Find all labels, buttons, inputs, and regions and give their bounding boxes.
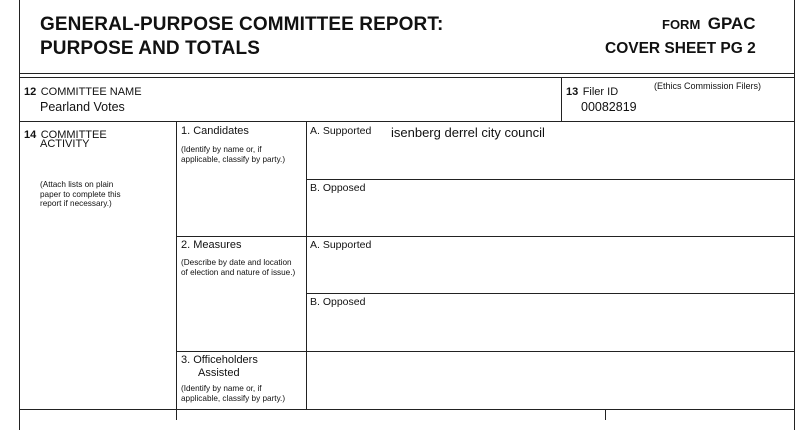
next-row-divider-2 xyxy=(605,409,606,420)
measures-note-line: (Describe by date and location xyxy=(181,258,292,267)
bottom-divider xyxy=(19,409,794,410)
form-code: GPAC xyxy=(707,14,756,33)
field-number-13: 13 xyxy=(566,86,579,98)
activity-caption-line2: ACTIVITY xyxy=(40,138,90,150)
filer-divider xyxy=(561,77,562,121)
officeholders-note-line: applicable, classify by party.) xyxy=(181,393,286,403)
header-divider xyxy=(19,73,794,74)
attach-note-line: paper to complete this xyxy=(40,189,121,199)
candidates-supported-value[interactable]: isenberg derrel city council xyxy=(391,125,545,140)
candidates-opposed-label: B. Opposed xyxy=(310,182,366,194)
form-frame xyxy=(19,0,795,430)
filer-id-label xyxy=(566,82,618,100)
candidates-measures-divider xyxy=(176,236,794,237)
form-title-line2: PURPOSE AND TOTALS xyxy=(40,38,260,59)
committee-name-label xyxy=(24,82,142,100)
candidates-label: 1. Candidates xyxy=(181,125,249,137)
form-code-label xyxy=(662,14,756,34)
measures-officeholders-divider xyxy=(176,351,794,352)
candidates-ab-divider xyxy=(306,179,794,180)
filer-id-note: (Ethics Commission Filers) xyxy=(654,81,762,91)
measures-label: 2. Measures xyxy=(181,239,242,251)
field-number-12: 12 xyxy=(24,86,37,98)
header-divider-secondary xyxy=(19,77,794,78)
cover-sheet-label: COVER SHEET PG 2 xyxy=(605,40,756,57)
attach-note-line: (Attach lists on plain xyxy=(40,180,114,189)
measures-supported-label: A. Supported xyxy=(310,239,372,251)
candidates-note xyxy=(181,145,285,164)
attach-note xyxy=(40,180,121,209)
form-word: FORM xyxy=(662,17,701,32)
candidates-note-line: applicable, classify by party.) xyxy=(181,154,286,164)
form-title-line1: GENERAL-PURPOSE COMMITTEE REPORT: xyxy=(40,14,444,35)
attach-note-line: report if necessary.) xyxy=(40,199,112,209)
officeholders-label-line2: Assisted xyxy=(198,367,240,379)
measures-note-line: of election and nature of issue.) xyxy=(181,267,296,277)
filer-id-caption: Filer ID xyxy=(582,86,619,98)
committee-name-caption: COMMITTEE NAME xyxy=(40,86,142,98)
activity-col-divider-1 xyxy=(176,121,177,409)
next-row-divider-1 xyxy=(176,409,177,420)
officeholders-note xyxy=(181,384,285,403)
officeholders-note-line: (Identify by name or, if xyxy=(181,384,262,393)
candidates-note-line: (Identify by name or, if xyxy=(181,145,262,154)
measures-ab-divider xyxy=(306,293,794,294)
committee-name-value[interactable]: Pearland Votes xyxy=(40,100,125,114)
officeholders-label-line1: 3. Officeholders xyxy=(181,354,258,366)
row-divider-12-14 xyxy=(19,121,794,122)
activity-caption-line1: COMMITTEE xyxy=(40,129,107,141)
filer-id-value[interactable]: 00082819 xyxy=(581,100,637,114)
measures-note xyxy=(181,258,295,277)
candidates-supported-label: A. Supported xyxy=(310,125,372,137)
measures-opposed-label: B. Opposed xyxy=(310,296,366,308)
officeholders-col-divider xyxy=(306,351,307,409)
field-number-14: 14 xyxy=(24,129,37,141)
